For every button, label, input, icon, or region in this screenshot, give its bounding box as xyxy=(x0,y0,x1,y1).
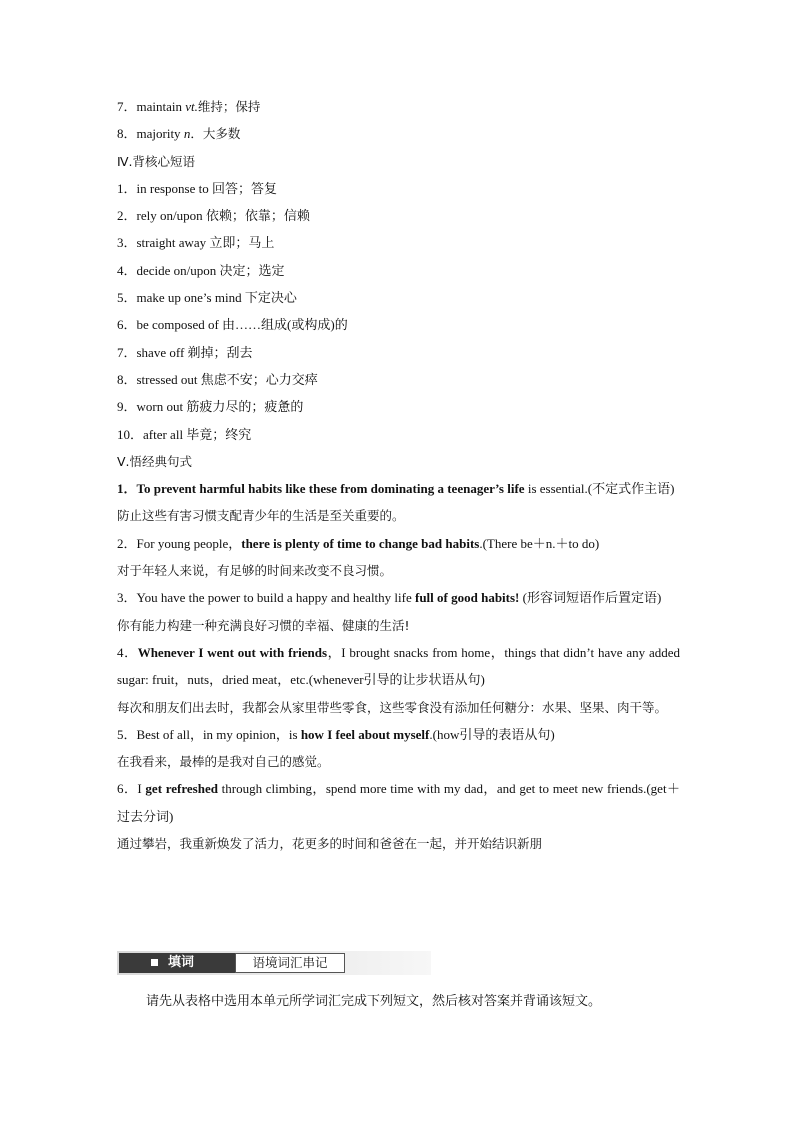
sentence-english: 2．For young people，there is plenty of time to change bad habits.(There be＋n.＋to do) xyxy=(117,535,600,551)
sentence-english: 1．To prevent harmful habits like these from dominating a teenager’s life is essential.(不定式作主语) xyxy=(117,481,675,497)
sentence-translation: 防止这些有害习惯支配青少年的生活是至关重要的。 xyxy=(117,508,405,524)
phrase-item: 5．make up one’s mind 下定决心 xyxy=(117,290,297,306)
phrase-item: 4．decide on/upon 决定；选定 xyxy=(117,262,285,278)
sentence-translation: 通过攀岩，我重新焕发了活力，花更多的时间和爸爸在一起，并开始结识新朋 xyxy=(117,836,543,852)
instruction-text: 请先从表格中选用本单元所学词汇完成下列短文，然后核对答案并背诵该短文。 xyxy=(146,994,602,1009)
sentence-english: 3．You have the power to build a happy and healthy life full of good habits! (形容词短语作后置定语) xyxy=(117,590,662,606)
phrase-item: 8．stressed out 焦虑不安；心力交瘁 xyxy=(117,371,318,387)
phrase-item: 7．shave off 剃掉；刮去 xyxy=(117,344,253,360)
sentence-translation: 在我看来，最棒的是我对自己的感觉。 xyxy=(117,754,330,770)
banner-subtitle-box: 语境词汇串记 xyxy=(235,953,345,973)
phrase-item: 6．be composed of 由……组成(或构成)的 xyxy=(117,317,348,333)
phrase-item: 2．rely on/upon 依赖；依靠；信赖 xyxy=(117,208,310,224)
section-banner xyxy=(117,951,431,975)
content-column xyxy=(117,93,680,857)
banner-label: 填词 xyxy=(119,953,236,973)
vocab-item: 8．majority n．大多数 xyxy=(117,126,241,142)
sentence-english: 4．Whenever I went out with friends，I brought snacks from home，things that didn’t have any added sugar: fruit，nuts，dried meat，etc.(whenever引导的让步状语从句) xyxy=(117,644,680,688)
sentence-english: 6．I get refreshed through climbing，spend more time with my dad，and get to meet new friends.(get＋过去分词) xyxy=(117,781,680,824)
sentence-translation: 每次和朋友们出去时，我都会从家里带些零食，这些零食没有添加任何糖分：水果、坚果、肉干等。 xyxy=(117,699,668,715)
phrase-item: 9．worn out 筋疲力尽的；疲惫的 xyxy=(117,399,304,415)
phrase-item: 1．in response to 回答；答复 xyxy=(117,180,277,196)
sentence-translation: 对于年轻人来说，有足够的时间来改变不良习惯。 xyxy=(117,563,393,579)
vocab-item: 7．maintain vt.维持；保持 xyxy=(117,99,261,114)
square-bullet-icon xyxy=(151,959,158,966)
section-heading-sentences: Ⅴ.悟经典句式 xyxy=(117,453,193,469)
sentence-english: 5．Best of all，in my opinion，is how I feel about myself.(how引导的表语从句) xyxy=(117,726,555,742)
phrase-item: 3．straight away 立即；马上 xyxy=(117,235,275,251)
phrase-item: 10．after all 毕竟；终究 xyxy=(117,426,252,442)
sentence-translation: 你有能力构建一种充满良好习惯的幸福、健康的生活! xyxy=(117,617,410,633)
section-heading-phrases: Ⅳ.背核心短语 xyxy=(117,153,196,169)
